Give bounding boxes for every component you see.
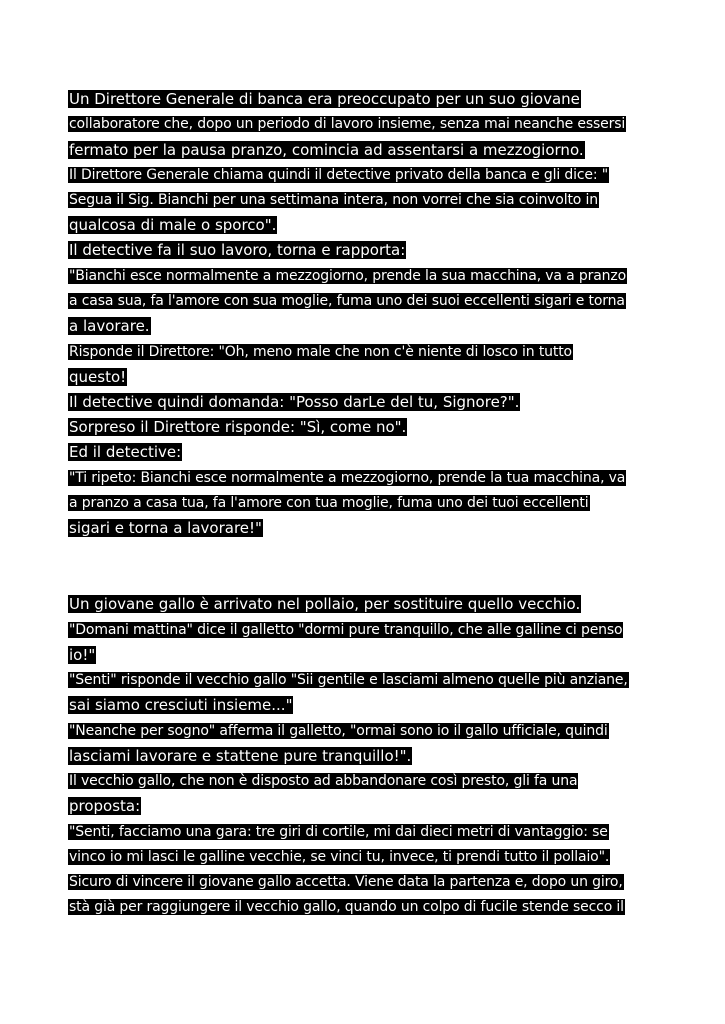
story1-line: fermato per la pausa pranzo, comincia ad assentarsi a mezzogiorno. xyxy=(69,141,584,159)
story2-line: Il vecchio gallo, che non è disposto ad abbandonare così presto, gli fa una xyxy=(69,773,578,789)
story2-line: Sicuro di vincere il giovane gallo accetta. Viene data la partenza e, dopo un giro, xyxy=(69,874,623,890)
story2-line: vinco io mi lasci le galline vecchie, se vinci tu, invece, ti prendi tutto il pollaio". xyxy=(69,849,610,865)
story2-line: io!" xyxy=(69,646,96,664)
story2-line: proposta: xyxy=(69,797,141,815)
story1-line: Sorpreso il Direttore risponde: "Sì, come no". xyxy=(69,418,407,436)
story1-line: a casa sua, fa l'amore con sua moglie, fuma uno dei suoi eccellenti sigari e torna xyxy=(69,293,625,309)
story1-line: a lavorare. xyxy=(69,317,150,335)
story2-line: "Senti, facciamo una gara: tre giri di cortile, mi dai dieci metri di vantaggio: se xyxy=(69,824,608,840)
story1-line: a pranzo a casa tua, fa l'amore con tua moglie, fuma uno dei tuoi eccellenti xyxy=(69,495,589,511)
story1-line: sigari e torna a lavorare!" xyxy=(69,519,262,537)
story2-line: "Senti" risponde il vecchio gallo "Sii gentile e lasciami almeno quelle più anziane, xyxy=(69,672,628,688)
story1-line: questo! xyxy=(69,368,127,386)
story2-line: stà già per raggiungere il vecchio gallo, quando un colpo di fucile stende secco il xyxy=(69,899,624,915)
story1-line: Il Direttore Generale chiama quindi il detective privato della banca e gli dice: " xyxy=(69,167,609,183)
story2-line: lasciami lavorare e stattene pure tranquillo!". xyxy=(69,747,412,765)
story1-line: Il detective fa il suo lavoro, torna e rapporta: xyxy=(69,241,406,259)
story1-line: Ed il detective: xyxy=(69,443,182,461)
story1-line: collaboratore che, dopo un periodo di lavoro insieme, senza mai neanche essersi xyxy=(69,116,626,132)
story2-line: "Neanche per sogno" afferma il galletto, "ormai sono io il gallo ufficiale, quindi xyxy=(69,723,608,739)
story1-line: "Bianchi esce normalmente a mezzogiorno, prende la sua macchina, va a pranzo xyxy=(69,268,626,284)
story2-line: Un giovane gallo è arrivato nel pollaio, per sostituire quello vecchio. xyxy=(69,595,581,613)
story1-line: qualcosa di male o sporco". xyxy=(69,216,277,234)
story2-line: sai siamo cresciuti insieme..." xyxy=(69,696,293,714)
story1-line: "Ti ripeto: Bianchi esce normalmente a mezzogiorno, prende la tua macchina, va xyxy=(69,470,626,486)
story2-line: "Domani mattina" dice il galletto "dormi pure tranquillo, che alle galline ci penso xyxy=(69,622,623,638)
story1-line: Un Direttore Generale di banca era preoccupato per un suo giovane xyxy=(69,90,580,108)
story1-line: Segua il Sig. Bianchi per una settimana intera, non vorrei che sia coinvolto in xyxy=(69,192,598,208)
story1-line: Il detective quindi domanda: "Posso darLe del tu, Signore?". xyxy=(69,393,520,411)
story1-line: Risponde il Direttore: "Oh, meno male che non c'è niente di losco in tutto xyxy=(69,344,572,360)
